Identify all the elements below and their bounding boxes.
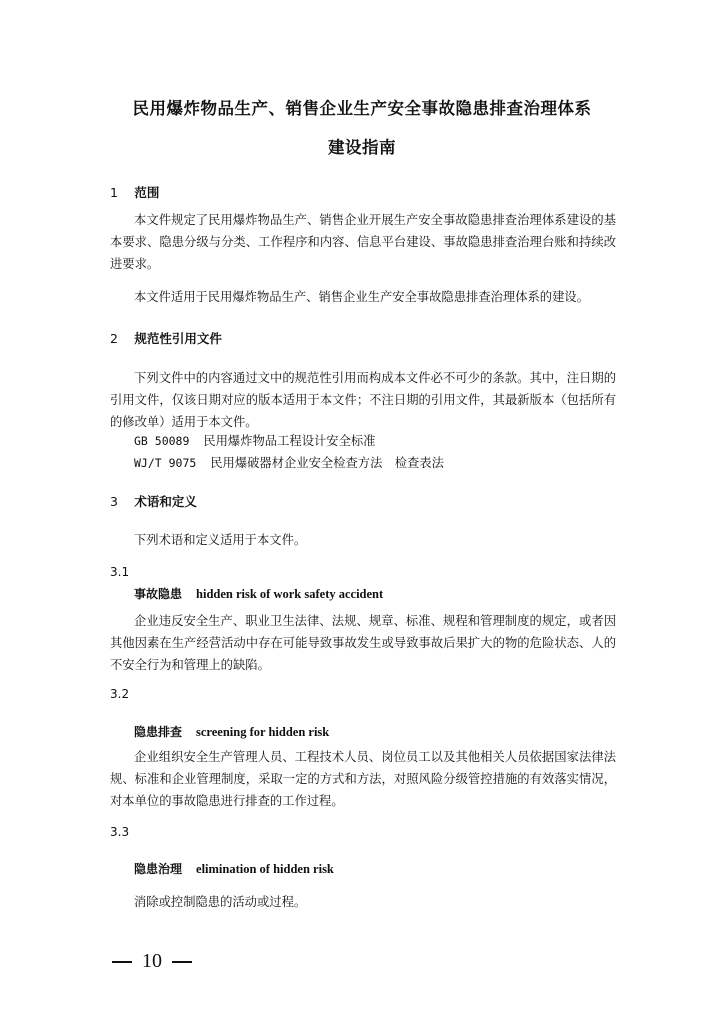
term-definition: 企业组织安全生产管理人员、工程技术人员、岗位员工以及其他相关人员依据国家法律法规、标准和企业管理制度，采取一定的方式和方法，对照风险分级管控措施的有效落实情况，对本单位的事故隐患进行排查的工作过程。 <box>110 750 616 808</box>
term-chinese: 隐患排查 <box>134 725 183 739</box>
section-title: 术语和定义 <box>134 494 197 509</box>
section-title: 规范性引用文件 <box>134 331 222 346</box>
section-number: 2 <box>110 331 118 346</box>
dash-decoration <box>112 961 132 963</box>
reference-code: WJ/T 9075 <box>134 456 197 470</box>
section-number: 3 <box>110 494 118 509</box>
terms-intro: 下列术语和定义适用于本文件。 <box>134 533 307 547</box>
term-definition: 企业违反安全生产、职业卫生法律、法规、规章、标准、规程和管理制度的规定，或者因其他因素在生产经营活动中存在可能导致事故发生或导致事故后果扩大的物的危险状态、人的不安全行为和管理上的缺陷。 <box>110 614 616 672</box>
reference-item <box>134 453 640 471</box>
document-title-line-2: 建设指南 <box>328 138 396 157</box>
term-definition: 消除或控制隐患的活动或过程。 <box>134 895 307 909</box>
term-english: screening for hidden risk <box>196 725 330 739</box>
term-title <box>134 585 383 602</box>
term-chinese: 隐患治理 <box>134 862 183 876</box>
term-title <box>134 723 329 740</box>
term-title <box>134 860 334 877</box>
term-chinese: 事故隐患 <box>134 587 183 601</box>
reference-title: 民用爆破器材企业安全检查方法 检查表法 <box>210 456 444 470</box>
term-number: 3.2 <box>110 687 130 701</box>
reference-title: 民用爆炸物品工程设计安全标准 <box>203 434 376 448</box>
reference-item <box>134 431 640 449</box>
scope-paragraph-2: 本文件适用于民用爆炸物品生产、销售企业生产安全事故隐患排查治理体系的建设。 <box>134 290 589 304</box>
term-english: hidden risk of work safety accident <box>196 587 384 601</box>
dash-decoration <box>172 961 192 963</box>
term-number: 3.3 <box>110 825 130 839</box>
normative-paragraph: 下列文件中的内容通过文中的规范性引用而构成本文件必不可少的条款。其中，注日期的引用文件，仅该日期对应的版本适用于本文件；不注日期的引用文件，其最新版本（包括所有的修改单）适用于本文件。 <box>110 371 616 429</box>
section-heading-scope <box>110 183 159 201</box>
document-title-line-1: 民用爆炸物品生产、销售企业生产安全事故隐患排查治理体系 <box>132 99 592 118</box>
section-heading-terms <box>110 492 197 510</box>
section-title: 范围 <box>134 185 160 200</box>
section-number: 1 <box>110 185 118 200</box>
page-number-footer <box>112 950 192 973</box>
term-number: 3.1 <box>110 565 130 579</box>
page-number: 10 <box>142 950 162 972</box>
section-heading-normative-references <box>110 329 222 347</box>
reference-code: GB 50089 <box>134 434 190 448</box>
term-english: elimination of hidden risk <box>196 862 334 876</box>
scope-paragraph-1: 本文件规定了民用爆炸物品生产、销售企业开展生产安全事故隐患排查治理体系建设的基本要求、隐患分级与分类、工作程序和内容、信息平台建设、事故隐患排查治理台账和持续改进要求。 <box>110 213 616 271</box>
